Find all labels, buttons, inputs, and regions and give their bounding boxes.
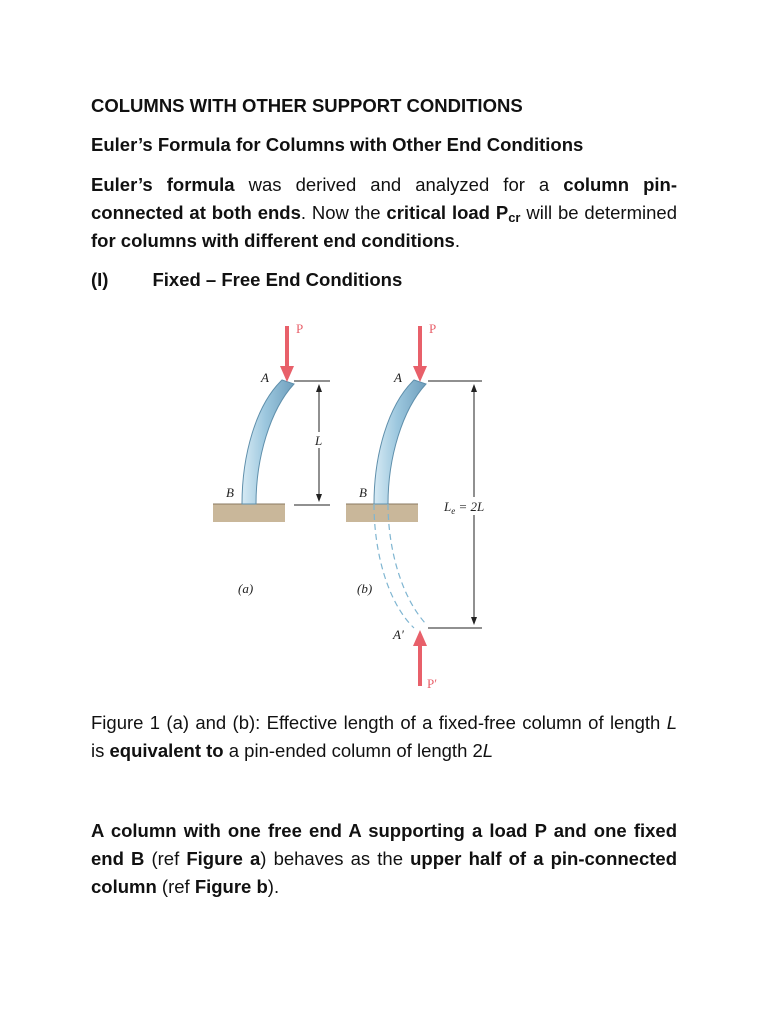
ground-b (346, 504, 418, 522)
intro-paragraph: Euler’s formula was derived and analyzed for a column pin-connected at both ends. Now the critical load $P_{cr}$ will be determined for columns with different end conditions. (91, 174, 678, 251)
point-b2-label: B (359, 485, 367, 500)
closing-paragraph: A column with one free end A supporting a load P and one fixed end B (ref Figure a) behaves as the upper half of a pin-connected column (ref Figure b). (91, 820, 678, 897)
load-label-a: P (296, 321, 304, 336)
load-label-b: P (429, 321, 437, 336)
load-arrowhead-b (413, 366, 427, 382)
caption-a: (a) (238, 581, 254, 596)
ground-a (213, 504, 285, 522)
column-b-dashed-left (374, 504, 414, 628)
point-a-label: A (261, 370, 269, 385)
load-arrowhead-b-bottom (413, 630, 427, 646)
dim-b-arrow-up (471, 384, 477, 392)
figure-caption: Figure 1 (a) and (b): Effective length of a fixed-free column of length L is equivalent to a pin-ended column of length 2L (91, 712, 677, 761)
dim-a-arrow-down (316, 494, 322, 502)
point-a2-label: A (394, 370, 402, 385)
length-label: L (315, 433, 323, 448)
subheading: Euler’s Formula for Columns with Other End Conditions (91, 134, 584, 155)
point-b-label: B (226, 485, 234, 500)
section-heading: (I) Fixed – Free End Conditions (91, 269, 403, 290)
dim-b-arrow-down (471, 617, 477, 625)
caption-b: (b) (357, 581, 373, 596)
page-title: COLUMNS WITH OTHER SUPPORT CONDITIONS (91, 95, 523, 116)
effective-length-label: $L_e = 2L$ (444, 499, 485, 516)
column-a (242, 380, 294, 504)
dim-a-arrow-up (316, 384, 322, 392)
column-b (374, 380, 426, 504)
load-label-b-bottom: P′ (427, 676, 438, 691)
point-a-prime-label: A′ (393, 627, 404, 642)
